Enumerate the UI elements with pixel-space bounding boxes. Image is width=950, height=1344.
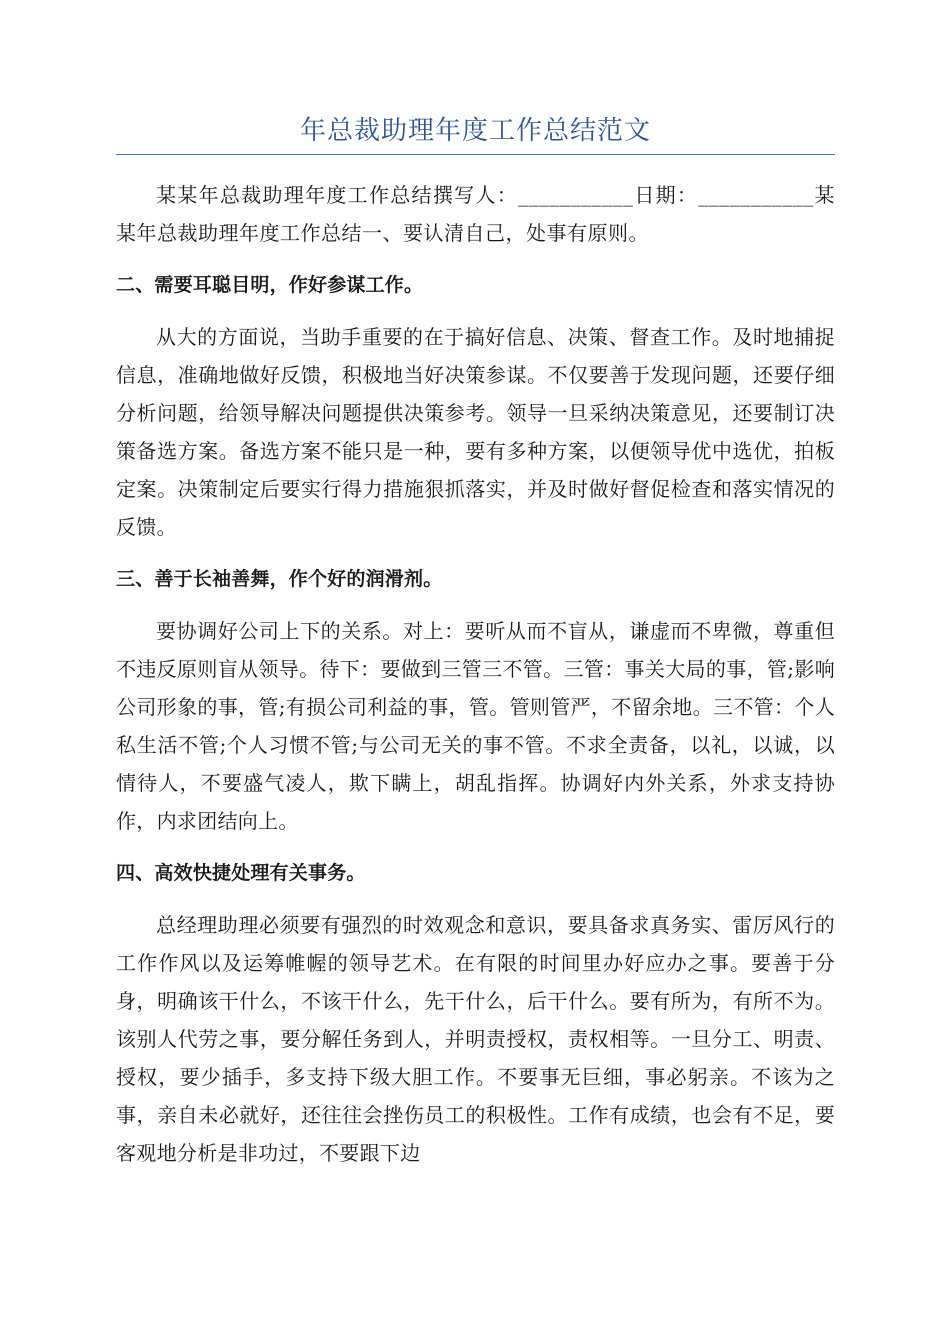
- section-heading-2: 二、需要耳聪目明，作好参谋工作。: [116, 274, 424, 296]
- section-heading-3: 三、善于长袖善舞，作个好的润滑剂。: [116, 568, 443, 590]
- section-body-4: 总经理助理必须要有强烈的时效观念和意识，要具备求真务实、雷厉风行的工作作风以及运筹帷幄的领导艺术。在有限的时间里办好应办之事。要善于分身，明确该干什么，不该干什么，先干什么，后干什么。要有所为，有所不为。该别人代劳之事，要分解任务到人，并明责授权，责权相等。一旦分工、明责、授权，要少插手，多支持下级大胆工作。不要事无巨细，事必躬亲。不该为之事，亲自未必就好，还往往会挫伤员工的积极性。工作有成绩，也会有不足，要客观地分析是非功过，不要跟下边: [116, 913, 835, 1165]
- section-body-3: 要协调好公司上下的关系。对上：要听从而不盲从，谦虚而不卑微，尊重但不违反原则盲从领导。待下：要做到三管三不管。三管：事关大局的事，管;影响公司形象的事，管;有损公司利益的事，管。管则管严，不留余地。三不管：个人私生活不管;个人习惯不管;与公司无关的事不管。不求全责备，以礼，以诚，以情待人，不要盛气凌人，欺下瞒上，胡乱指挥。协调好内外关系，外求支持协作，内求团结向上。: [116, 619, 835, 833]
- section-heading-4: 四、高效快捷处理有关事务。: [116, 862, 366, 884]
- title-underline: [116, 154, 835, 155]
- document-body: [116, 176, 835, 1172]
- section-body-2: 从大的方面说，当助手重要的在于搞好信息、决策、督查工作。及时地捕捉信息，准确地做好反馈，积极地当好决策参谋。不仅要善于发现问题，还要仔细分析问题，给领导解决问题提供决策参考。领导一旦采纳决策意见，还要制订决策备选方案。备选方案不能只是一种，要有多种方案，以便领导优中选优，拍板定案。决策制定后要实行得力措施狠抓落实，并及时做好督促检查和落实情况的反馈。: [116, 325, 835, 539]
- document-title: 年总裁助理年度工作总结范文: [299, 116, 651, 146]
- intro-paragraph: 某某年总裁助理年度工作总结撰写人：___________日期：___________某某年总裁助理年度工作总结一、要认清自己，处事有原则。: [116, 183, 835, 245]
